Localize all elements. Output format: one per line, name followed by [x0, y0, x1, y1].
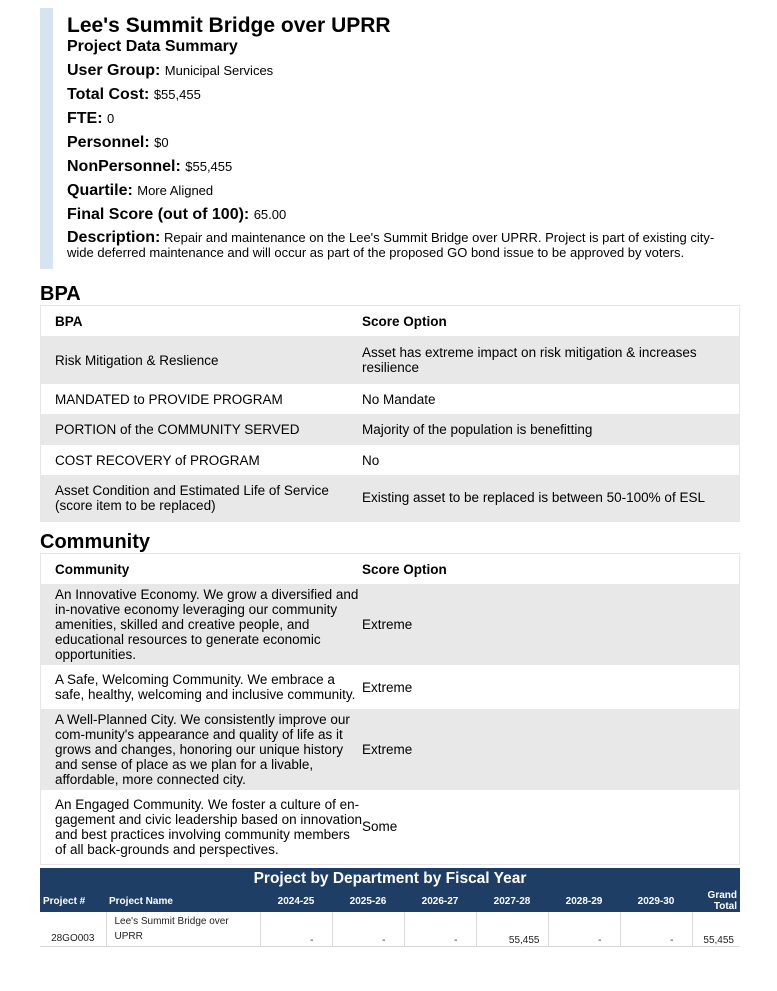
user-group-field [67, 61, 740, 81]
table-header-row [41, 554, 740, 585]
fte-field [67, 109, 740, 129]
bpa-score: Asset has extreme impact on risk mitigation & increases resilience [362, 345, 697, 375]
project-name: Lee's Summit Bridge over UPRR [106, 912, 260, 947]
table-row [41, 414, 740, 445]
personnel-field [67, 133, 740, 153]
table-row [41, 384, 740, 414]
column-header: Community [55, 561, 130, 577]
field-value: 0 [107, 111, 115, 126]
community-table [40, 553, 740, 865]
description [67, 230, 740, 260]
bpa-item: Asset Condition and Estimated Life of Service (score item to be replaced) [55, 482, 329, 513]
table-row [41, 790, 740, 864]
bpa-section-title: BPA [40, 283, 81, 305]
description-label: Description: [67, 229, 161, 246]
fiscal-header-row [40, 890, 740, 912]
table-row [41, 584, 740, 665]
fy-value: - [620, 912, 692, 947]
column-header: 2027-28 [476, 890, 548, 912]
field-value: More Aligned [137, 183, 214, 198]
field-label: Personnel: [67, 134, 150, 151]
fy-value: - [548, 912, 620, 947]
column-header: 2028-29 [548, 890, 620, 912]
community-score: Extreme [362, 742, 413, 757]
column-header: 2026-27 [404, 890, 476, 912]
bpa-item: PORTION of the COMMUNITY SERVED [55, 422, 300, 437]
column-header: Grand Total [692, 890, 740, 912]
field-label: Quartile: [67, 182, 133, 199]
field-label: NonPersonnel: [67, 158, 181, 175]
fiscal-title-row [40, 868, 740, 890]
field-label: Total Cost: [67, 86, 150, 103]
nonpersonnel-field [67, 157, 740, 177]
quartile-field [67, 181, 740, 201]
community-score: Some [362, 819, 398, 835]
description-text: Repair and maintenance on the Lee's Summit Bridge over UPRR. Project is part of existing city-wide deferred maintenance and will occur as part of the proposed GO bond issue to be approved by voters. [67, 230, 715, 260]
community-item: An Innovative Economy. We grow a diversified and in-novative economy leveraging our community amenities, skilled and creative people, and educational resources to generate economic opportunities. [55, 587, 359, 662]
table-row [40, 912, 740, 947]
column-header: Score Option [362, 561, 447, 577]
community-item: A Safe, Welcoming Community. We embrace a safe, healthy, welcoming and inclusive community. [55, 672, 356, 702]
community-item: A Well-Planned City. We consistently improve our com-munity's appearance and quality of life as it grows and changes, honoring our unique history and sense of place as we plan for a livable, affordable, more connected city. [55, 712, 350, 787]
field-value: $55,455 [185, 159, 233, 174]
project-summary [40, 8, 740, 269]
column-header: 2029-30 [620, 890, 692, 912]
community-score: Extreme [362, 617, 413, 632]
bpa-score: No [362, 452, 380, 468]
table-row [41, 709, 740, 790]
column-header: Project # [40, 890, 106, 912]
fy-value: - [260, 912, 332, 947]
community-section-title: Community [40, 531, 150, 553]
bpa-score: Majority of the population is benefitting [362, 422, 593, 437]
fy-value: - [332, 912, 404, 947]
table-row [41, 336, 740, 384]
bpa-item: COST RECOVERY of PROGRAM [55, 452, 260, 468]
bpa-table [40, 305, 740, 522]
community-score: Extreme [362, 679, 413, 695]
field-value: $55,455 [153, 87, 201, 102]
grand-total: 55,455 [692, 912, 740, 947]
field-label: Final Score (out of 100): [67, 206, 250, 223]
table-row [41, 665, 740, 709]
field-value: 65.00 [253, 207, 287, 222]
column-header: Project Name [106, 890, 260, 912]
bpa-score: No Mandate [362, 391, 436, 407]
fy-value: - [404, 912, 476, 947]
project-number: 28GO003 [40, 912, 106, 947]
summary-subtitle: Project Data Summary [67, 38, 238, 55]
field-label: User Group: [67, 62, 161, 79]
bpa-score: Existing asset to be replaced is between 50-100% of ESL [362, 490, 705, 506]
column-header: 2024-25 [260, 890, 332, 912]
total-cost-field [67, 85, 740, 105]
project-title: Lee's Summit Bridge over UPRR [67, 14, 391, 37]
table-header-row [41, 306, 740, 337]
field-value: $0 [154, 135, 169, 150]
table-row [41, 445, 740, 475]
field-label: FTE: [67, 110, 103, 127]
community-item: An Engaged Community. We foster a culture of en-gagement and civic leadership based on innovation and best practices involving community members of all back-grounds and perspectives. [55, 796, 362, 857]
fiscal-year-table [40, 868, 740, 947]
field-value: Municipal Services [164, 63, 274, 78]
column-header: BPA [55, 313, 83, 329]
bpa-item: Risk Mitigation & Reslience [55, 352, 219, 368]
fy-value: 55,455 [476, 912, 548, 947]
bpa-item: MANDATED to PROVIDE PROGRAM [55, 391, 283, 407]
table-row [41, 475, 740, 521]
column-header: Score Option [362, 313, 447, 329]
column-header: 2025-26 [332, 890, 404, 912]
fiscal-table-title: Project by Department by Fiscal Year [40, 868, 740, 890]
final-score-field [67, 205, 740, 225]
